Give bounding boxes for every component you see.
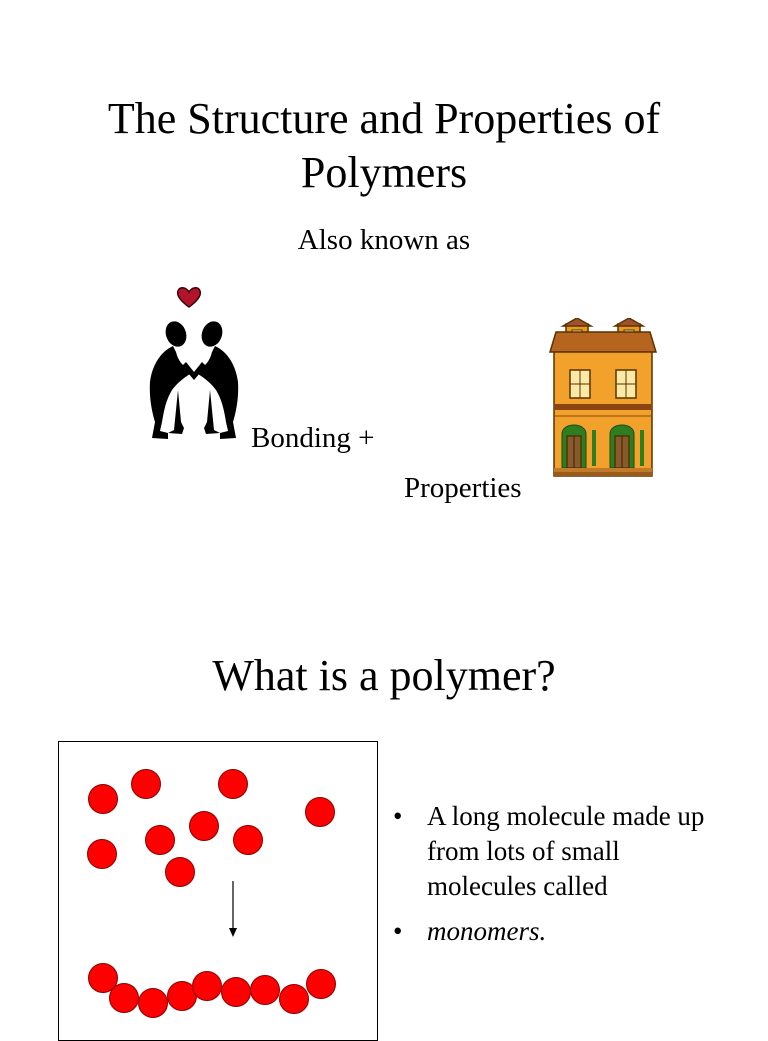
monomer-circle [219, 770, 248, 799]
monomer-circle [146, 826, 175, 855]
properties-label: Properties [404, 472, 522, 504]
title-line-1: The Structure and Properties of [107, 94, 661, 143]
bullet-list [393, 799, 733, 949]
polymer-chain-bead [139, 989, 168, 1018]
monomer-circle [166, 858, 195, 887]
title-line-2: Polymers [300, 148, 468, 197]
townhouse-icon [548, 318, 658, 480]
polymer-chain-bead [193, 972, 222, 1001]
slide-subtitle: Also known as [297, 224, 471, 256]
reaction-arrow-head [229, 928, 237, 937]
bullet-text-monomers: monomers. [427, 916, 547, 946]
slide-title [0, 92, 768, 200]
monomer-circle [89, 785, 118, 814]
polymer-chain-bead [222, 978, 251, 1007]
diagram-canvas [59, 742, 378, 1041]
bullet-item-2 [393, 914, 733, 949]
monomer-circle [132, 770, 161, 799]
polymer-chain-bead [307, 970, 336, 999]
monomer-circle [88, 840, 117, 869]
polymer-chain-bead [110, 984, 139, 1013]
bullet-marker: • [393, 916, 403, 946]
monomer-circle [190, 812, 219, 841]
bonding-label: Bonding + [251, 422, 375, 454]
bullet-marker: • [393, 801, 403, 831]
monomers-to-polymer-diagram [58, 741, 378, 1041]
bullet-text: A long molecule made up from lots of small molecules called [427, 801, 705, 901]
polymer-chain-bead [280, 985, 309, 1014]
monomer-circle [306, 798, 335, 827]
polymer-chain-bead [251, 976, 280, 1005]
slide2-heading: What is a polymer? [212, 651, 556, 700]
monomer-circle [234, 826, 263, 855]
kissing-couple-heart-icon [138, 282, 250, 447]
bullet-item-1 [393, 799, 733, 904]
